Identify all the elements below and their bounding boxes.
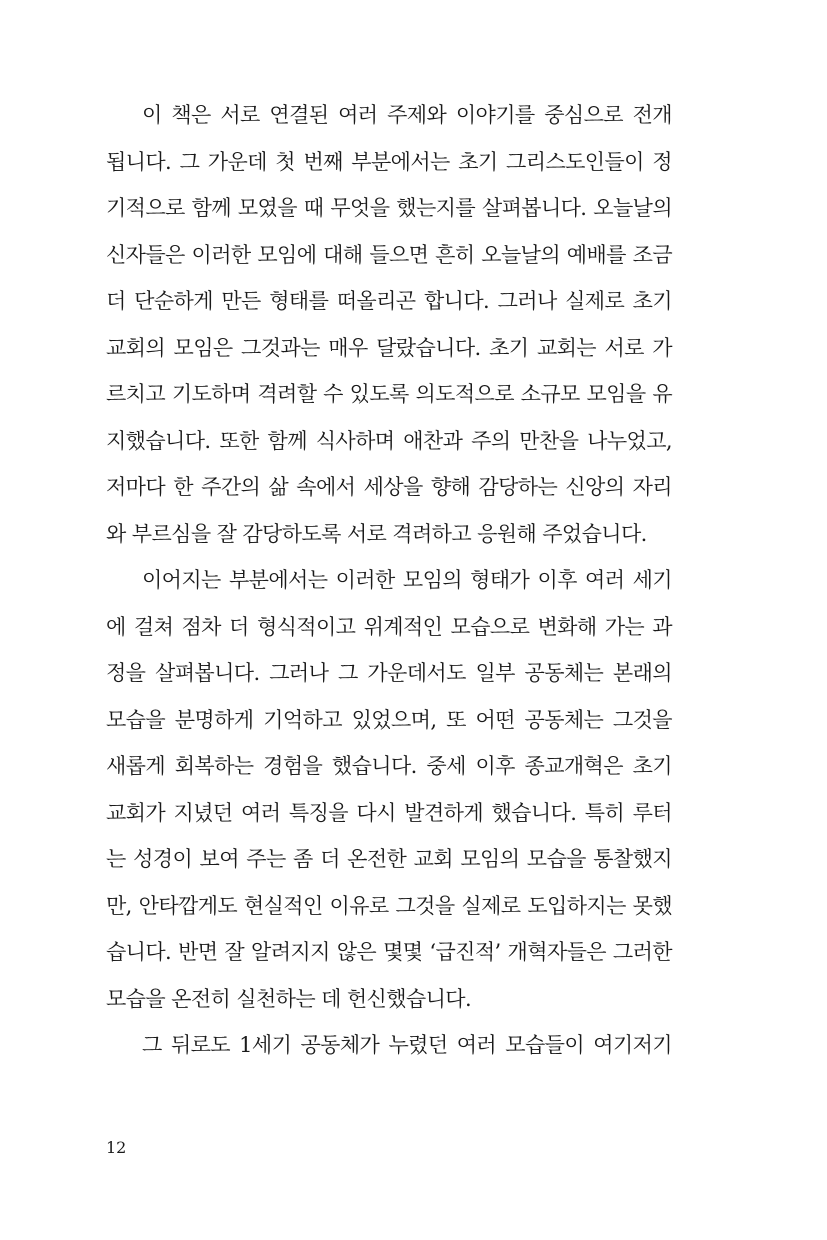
text-line: 모습을 분명하게 기억하고 있었으며, 또 어떤 공동체는 그것을: [106, 707, 672, 732]
text-line: 그 뒤로도 1세기 공동체가 누렸던 여러 모습들이 여기저기: [142, 1033, 672, 1057]
text-line: 습니다. 반면 잘 알려지지 않은 몇몇 ‘급진적’ 개혁자들은 그러한: [106, 940, 672, 964]
text-line: 와 부르심을 잘 감당하도록 서로 격려하고 응원해 주었습니다.: [106, 521, 647, 546]
text-line: 는 성경이 보여 주는 좀 더 온전한 교회 모임의 모습을 통찰했지: [106, 847, 672, 871]
text-line: 저마다 한 주간의 삶 속에서 세상을 향해 감당하는 신앙의 자리: [106, 475, 672, 499]
text-line: 에 걸쳐 점차 더 형식적이고 위계적인 모습으로 변화해 가는 과: [106, 614, 672, 639]
text-line: 더 단순하게 만든 형태를 떠올리곤 합니다. 그러나 실제로 초기: [106, 289, 672, 313]
text-line: 교회의 모임은 그것과는 매우 달랐습니다. 초기 교회는 서로 가: [106, 335, 672, 360]
text-line: 이어지는 부분에서는 이러한 모임의 형태가 이후 여러 세기: [142, 568, 672, 592]
text-line: 교회가 지녔던 여러 특징을 다시 발견하게 했습니다. 특히 루터: [106, 800, 672, 825]
text-line: 모습을 온전히 실천하는 데 헌신했습니다.: [106, 986, 472, 1011]
text-line: 정을 살펴봅니다. 그러나 그 가운데서도 일부 공동체는 본래의: [106, 661, 672, 685]
text-line: 이 책은 서로 연결된 여러 주제와 이야기를 중심으로 전개: [142, 103, 672, 127]
text-line: 새롭게 회복하는 경험을 했습니다. 중세 이후 종교개혁은 초기: [106, 754, 672, 778]
text-line: 르치고 기도하며 격려할 수 있도록 의도적으로 소규모 모임을 유: [106, 382, 672, 406]
text-line: 신자들은 이러한 모임에 대해 들으면 흔히 오늘날의 예배를 조금: [106, 242, 672, 267]
text-line: 기적으로 함께 모였을 때 무엇을 했는지를 살펴봅니다. 오늘날의: [106, 196, 672, 220]
page-number: 12: [106, 1138, 127, 1157]
text-line: 만, 안타깝게도 현실적인 이유로 그것을 실제로 도입하지는 못했: [106, 893, 672, 918]
text-line: 됩니다. 그 가운데 첫 번째 부분에서는 초기 그리스도인들이 정: [106, 149, 672, 174]
text-line: 지했습니다. 또한 함께 식사하며 애찬과 주의 만찬을 나누었고,: [106, 428, 672, 453]
body-text: [106, 92, 672, 1069]
